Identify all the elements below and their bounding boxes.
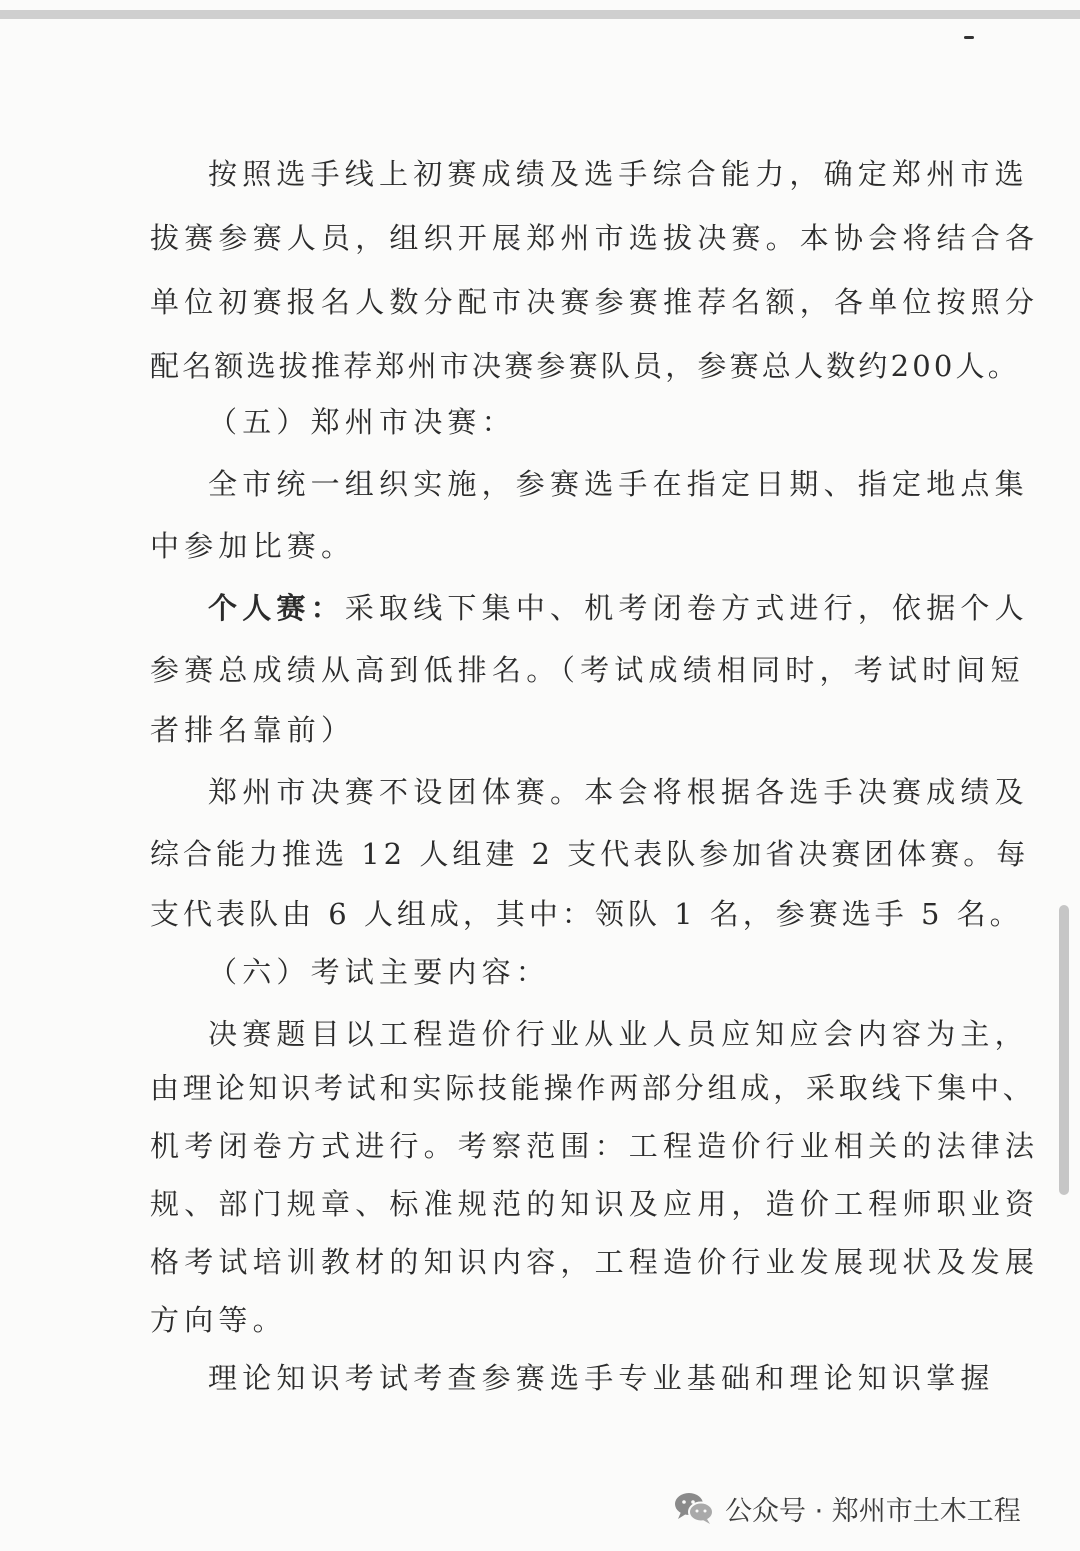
paragraph-line <box>208 586 1029 630</box>
paragraph-line: 按照选手线上初赛成绩及选手综合能力，确定郑州市选 <box>208 157 1029 191</box>
paragraph-line: 全市统一组织实施，参赛选手在指定日期、指定地点集 <box>208 467 1029 501</box>
paragraph-line: 支代表队由 6 人组成，其中：领队 1 名，参赛选手 5 名。 <box>150 897 1023 931</box>
watermark-text: 公众号 · 郑州市土木工程 <box>725 1495 1021 1527</box>
paragraph-line: 拔赛参赛人员，组织开展郑州市选拔决赛。本协会将结合各 <box>150 221 1040 255</box>
paragraph-line: 参赛总成绩从高到低排名。（考试成绩相同时，考试时间短 <box>150 653 1025 687</box>
paragraph-line: 格考试培训教材的知识内容，工程造价行业发展现状及发展 <box>150 1245 1040 1279</box>
paragraph-line: 机考闭卷方式进行。考察范围：工程造价行业相关的法律法 <box>150 1129 1040 1163</box>
individual-match-text: 采取线下集中、机考闭卷方式进行，依据个人 <box>344 591 1029 625</box>
paragraph-line: 方向等。 <box>150 1303 287 1337</box>
paragraph-line: 配名额选拔推荐郑州市决赛参赛队员，参赛总人数约200人。 <box>150 349 1020 383</box>
paragraph-line: 单位初赛报名人数分配市决赛参赛推荐名额，各单位按照分 <box>150 285 1040 319</box>
paragraph-line: 者排名靠前） <box>150 713 356 747</box>
section-heading-6: （六）考试主要内容： <box>208 955 551 989</box>
page-top-edge <box>0 10 1080 19</box>
wechat-icon <box>673 1490 715 1526</box>
scan-mark <box>964 36 974 39</box>
watermark <box>673 1486 1021 1530</box>
individual-match-label: 个人赛： <box>208 591 345 625</box>
paragraph-line: 理论知识考试考查参赛选手专业基础和理论知识掌握 <box>208 1361 995 1395</box>
paragraph-line: 规、部门规章、标准规范的知识及应用，造价工程师职业资 <box>150 1187 1040 1221</box>
paragraph-line: 中参加比赛。 <box>150 529 356 563</box>
paragraph-line: 决赛题目以工程造价行业从业人员应知应会内容为主， <box>208 1017 1029 1051</box>
paragraph-line: 综合能力推选 12 人组建 2 支代表队参加省决赛团体赛。每 <box>150 837 1030 871</box>
paragraph-line: 郑州市决赛不设团体赛。本会将根据各选手决赛成绩及 <box>208 775 1029 809</box>
scrollbar-thumb[interactable] <box>1059 905 1069 1195</box>
paragraph-line: 由理论知识考试和实际技能操作两部分组成，采取线下集中、 <box>150 1071 1036 1105</box>
section-heading-5: （五）郑州市决赛： <box>208 405 516 439</box>
